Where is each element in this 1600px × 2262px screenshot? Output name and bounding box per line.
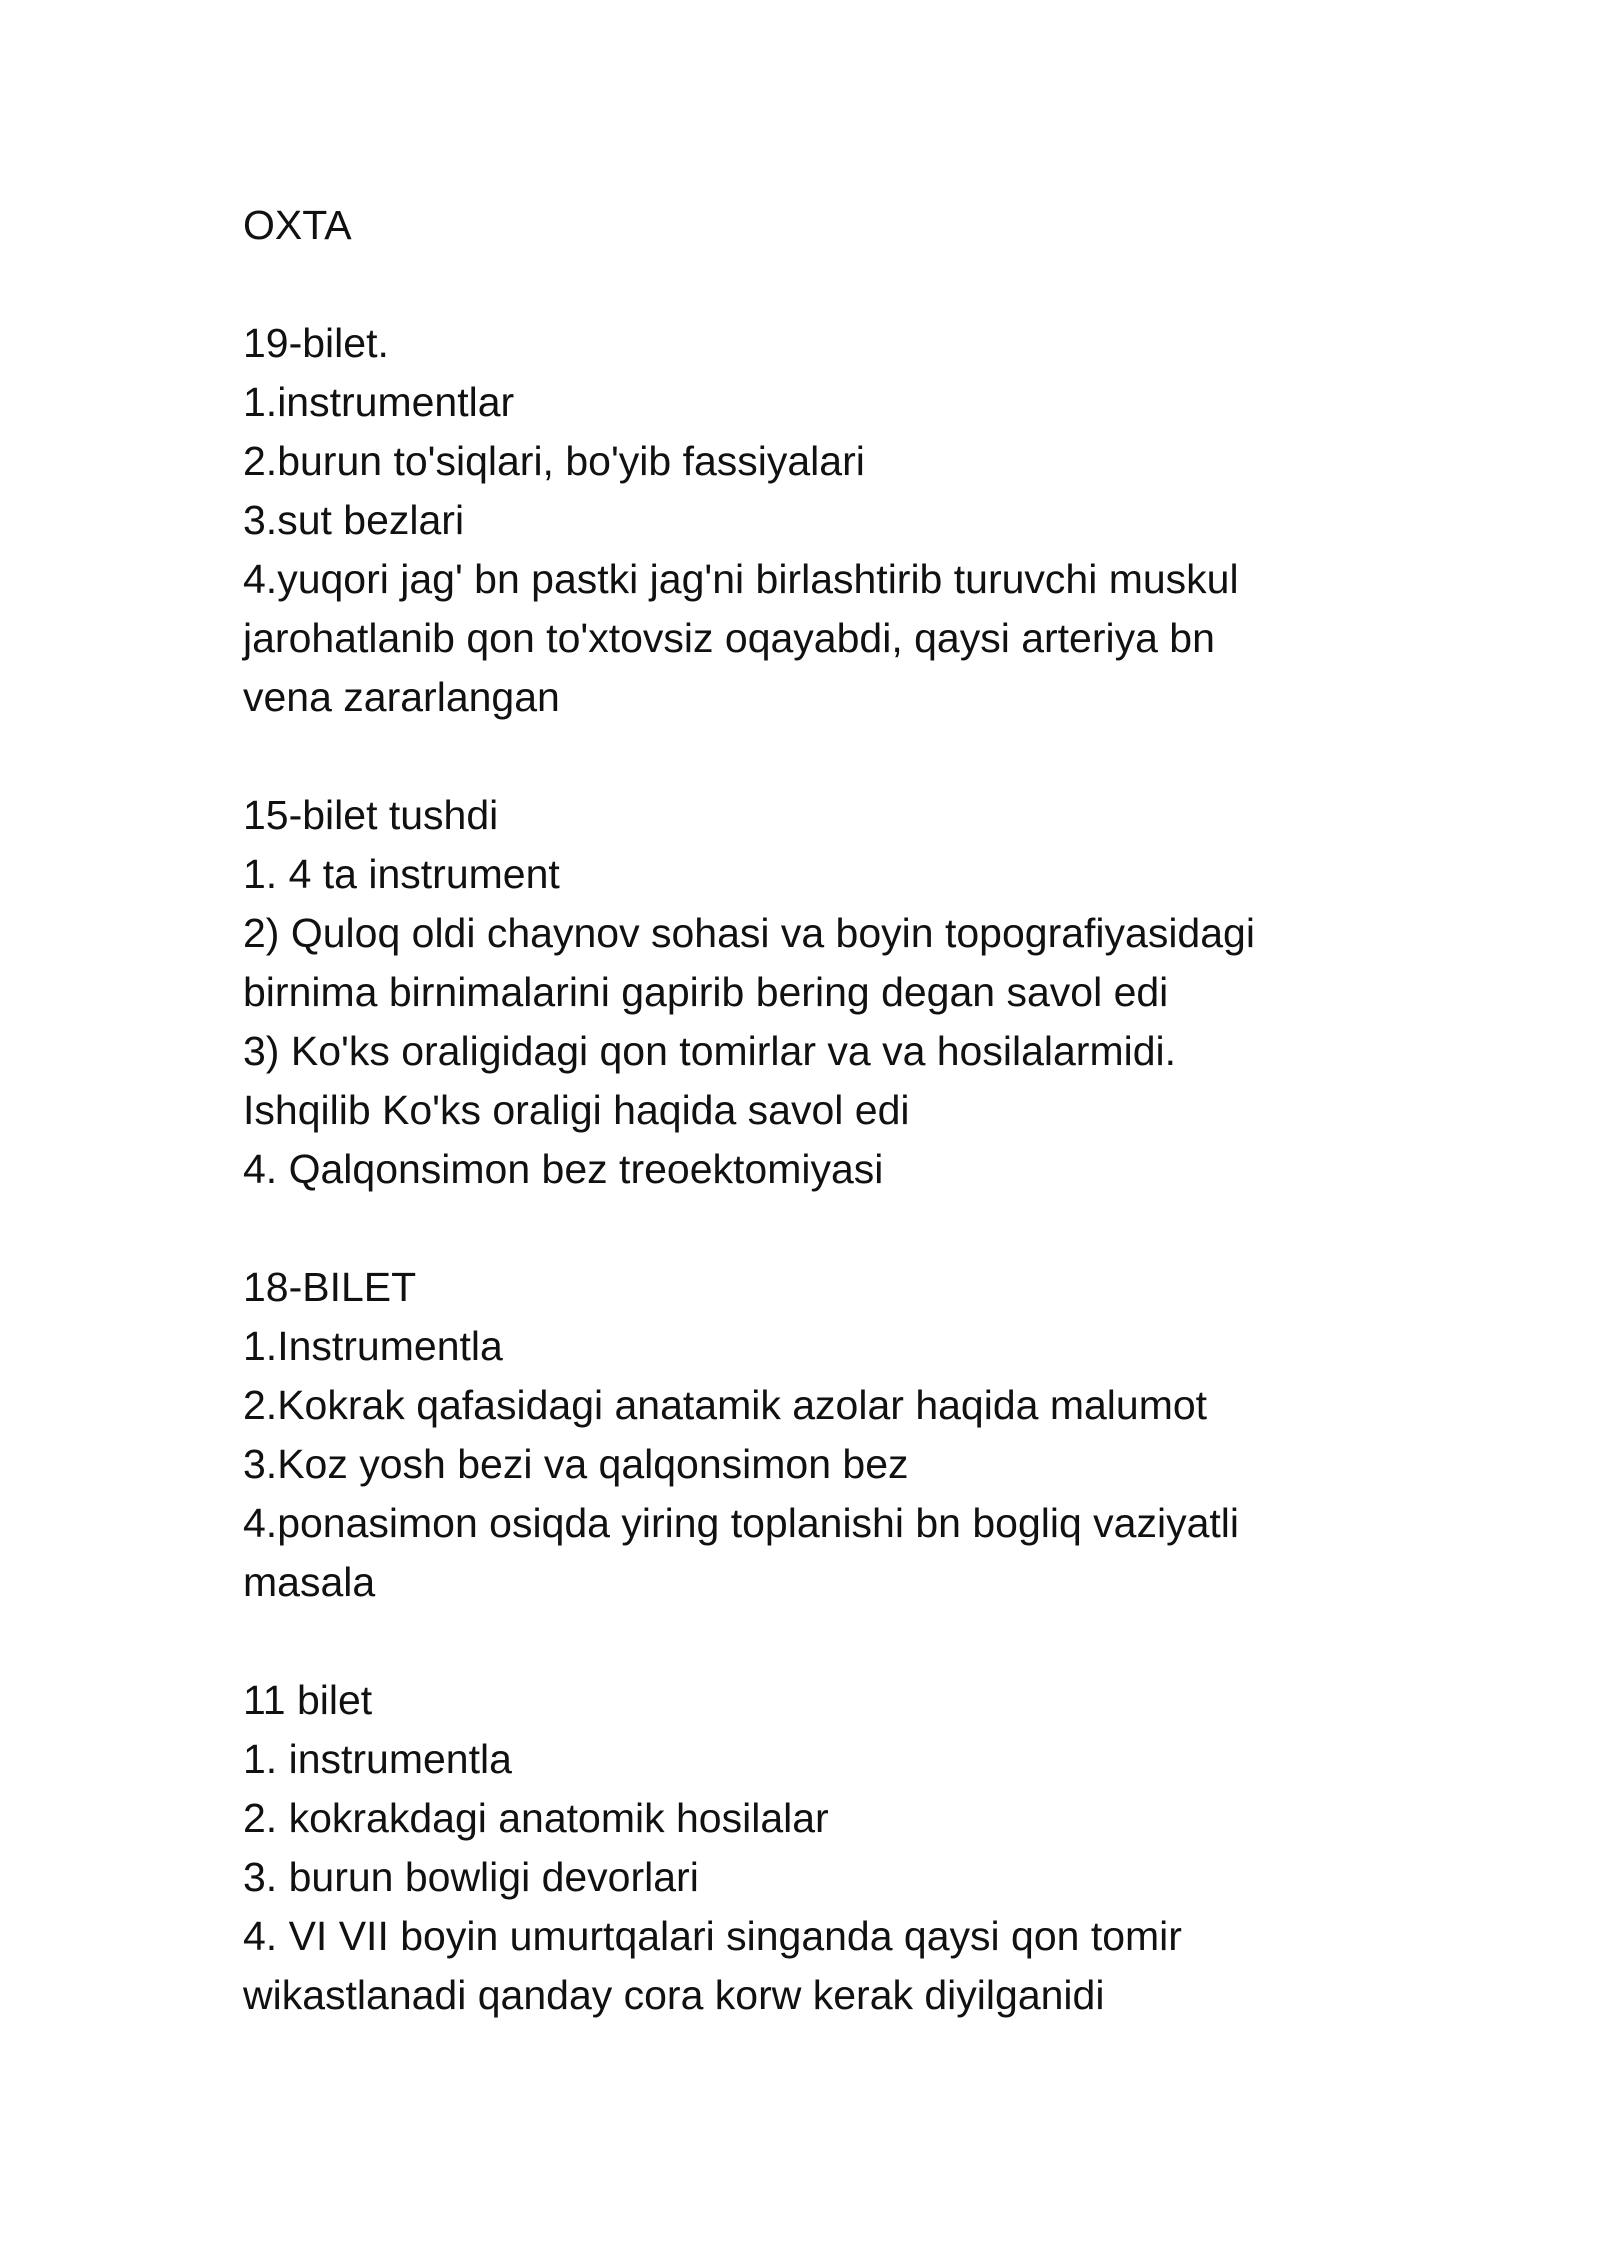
section-line: 4. VI VII boyin umurtqalari singanda qaysi qon tomir xyxy=(243,1913,1182,1959)
spacer xyxy=(243,727,1393,786)
section-heading: 18-BILET xyxy=(243,1264,417,1310)
section-line: 4.yuqori jag' bn pastki jag'ni birlashtirib turuvchi muskul xyxy=(243,556,1239,602)
spacer xyxy=(243,255,1393,314)
section-line: 1.instrumentlar xyxy=(243,379,515,425)
section-heading: 19-bilet. xyxy=(243,320,389,366)
section-line: wikastlanadi qanday cora korw kerak diyilganidi xyxy=(243,1972,1105,2018)
section-line: 3. burun bowligi devorlari xyxy=(243,1854,699,1900)
section-line: 3) Ko'ks oraligidagi qon tomirlar va va hosilalarmidi. xyxy=(243,1028,1177,1074)
section-line: birnima birnimalarini gapirib bering degan savol edi xyxy=(243,969,1169,1015)
section-15-bilet xyxy=(243,786,1393,1199)
section-heading: 11 bilet xyxy=(243,1677,373,1723)
section-line: 3.sut bezlari xyxy=(243,497,465,543)
section-line: 2.burun to'siqlari, bo'yib fassiyalari xyxy=(243,438,865,484)
section-line: masala xyxy=(243,1559,376,1605)
section-18-bilet xyxy=(243,1258,1393,1612)
document-title: OXTA xyxy=(243,202,352,248)
section-line: Ishqilib Ko'ks oraligi haqida savol edi xyxy=(243,1087,910,1133)
document-body xyxy=(243,196,1393,2025)
section-line: 1.Instrumentla xyxy=(243,1323,503,1369)
section-line: 2) Quloq oldi chaynov sohasi va boyin topografiyasidagi xyxy=(243,910,1255,956)
spacer xyxy=(243,1199,1393,1258)
section-line: 4. Qalqonsimon bez treoektomiyasi xyxy=(243,1146,884,1192)
section-line: 3.Koz yosh bezi va qalqonsimon bez xyxy=(243,1441,909,1487)
section-heading: 15-bilet tushdi xyxy=(243,792,499,838)
section-line: 4.ponasimon osiqda yiring toplanishi bn bogliq vaziyatli xyxy=(243,1500,1239,1546)
section-11-bilet xyxy=(243,1671,1393,2025)
section-line: 2.Kokrak qafasidagi anatamik azolar haqida malumot xyxy=(243,1382,1208,1428)
section-line: vena zararlangan xyxy=(243,674,560,720)
section-line: 1. instrumentla xyxy=(243,1736,512,1782)
section-line: 1. 4 ta instrument xyxy=(243,851,560,897)
section-line: jarohatlanib qon to'xtovsiz oqayabdi, qaysi arteriya bn xyxy=(243,615,1215,661)
section-19-bilet xyxy=(243,314,1393,727)
section-line: 2. kokrakdagi anatomik hosilalar xyxy=(243,1795,829,1841)
spacer xyxy=(243,1612,1393,1671)
